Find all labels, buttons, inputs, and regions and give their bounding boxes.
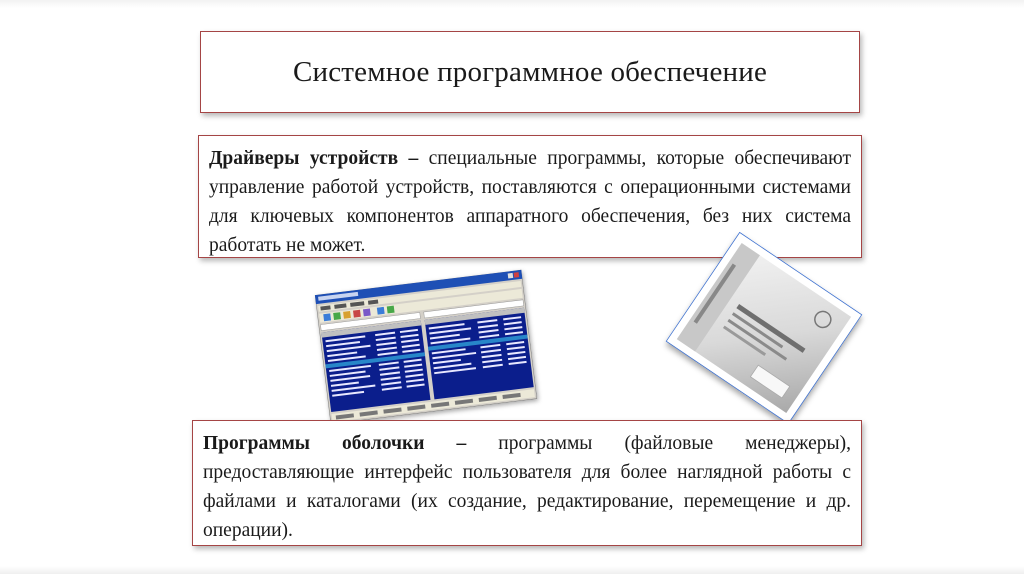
software-box-image [666, 232, 863, 424]
shells-term: Программы оболочки – [203, 433, 467, 454]
slide-bottom-edge [0, 566, 1024, 574]
file-manager-screenshot-image [315, 270, 537, 424]
slide-top-edge [0, 0, 1024, 8]
slide-title: Системное программное обеспечение [292, 56, 768, 88]
drivers-definition-box [198, 135, 862, 258]
drivers-term: Драйверы устройств – [209, 148, 419, 169]
title-box [200, 31, 860, 113]
drivers-definition: специальные программы, которые обеспечивают управление работой устройств, поставляются с операционными системами для ключевых компонентов аппаратного обеспечения, без них система работать не может. [209, 148, 852, 256]
shells-definition: программы (файловые менеджеры), предоставляющие интерфейс пользователя для более наглядной работы с файлами и каталогами (их создание, редактирование, перемещение и др. операции). [203, 433, 851, 541]
shell-programs-definition-box [192, 420, 862, 546]
shells-paragraph [203, 429, 851, 545]
